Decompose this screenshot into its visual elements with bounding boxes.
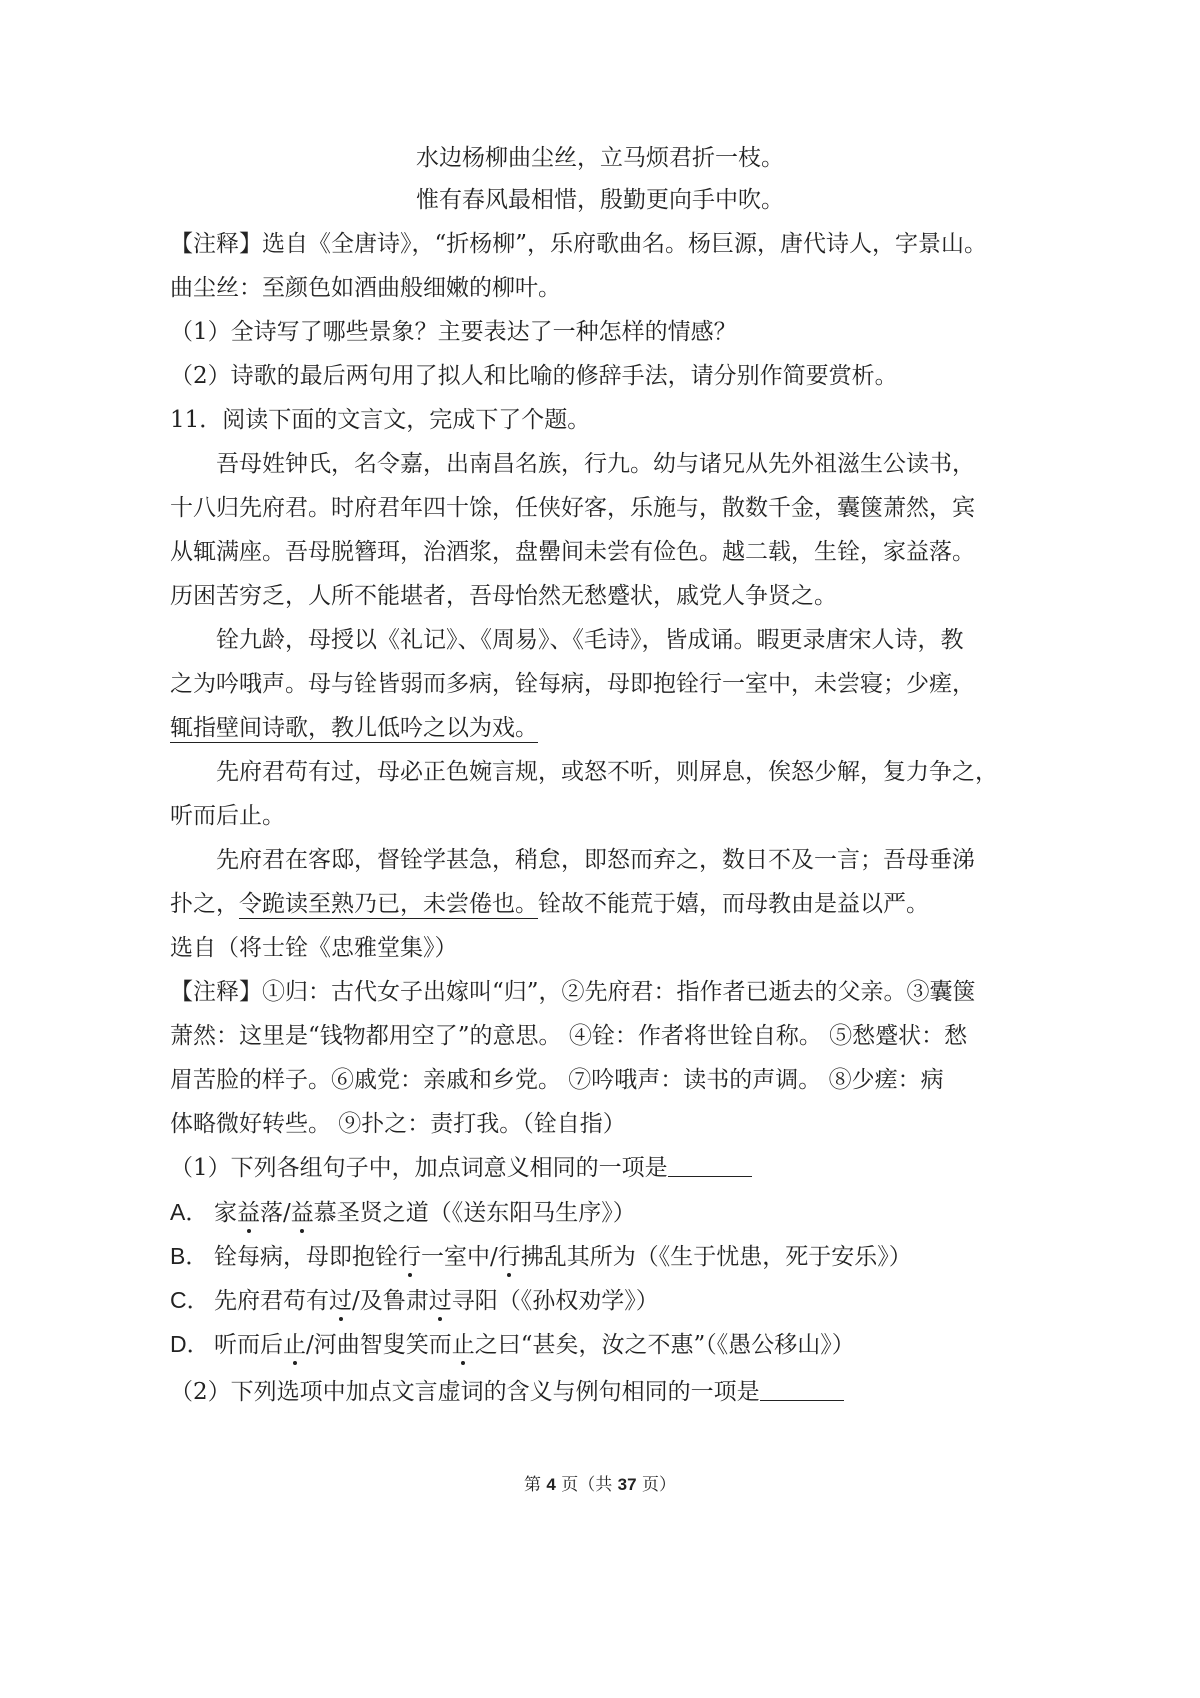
passage-p2-line-2: 之为吟哦声。母与铨皆弱而多病，铨每病，母即抱铨行一室中，未尝寝；少瘥， [170,671,975,697]
poem-note-line-1: 【注释】选自《全唐诗》，“折杨柳”，乐府歌曲名。杨巨源，唐代诗人，字景山。 [170,231,988,257]
option-d [170,1329,855,1360]
option-c-text-2: /及鲁肃 [352,1288,429,1314]
passage-p3-line-2: 听而后止。 [170,803,285,829]
option-d-text-3: 之曰“甚矣，汝之不惠”（《愚公移山》） [474,1332,855,1358]
option-d-dotted-word-2: 止 [451,1332,475,1358]
poem-question-2: （2）诗歌的最后两句用了拟人和比喻的修辞手法，请分别作简要赏析。 [170,363,898,389]
answer-blank-1[interactable] [668,1154,752,1177]
option-b [170,1241,912,1272]
option-d-text-2: /河曲智叟笑而 [306,1332,452,1358]
footer-mid: 页（共 [561,1475,613,1495]
question-2-stem [170,1377,844,1407]
footer-suffix: 页） [642,1475,676,1495]
option-a-text-1: 家 [214,1200,237,1226]
underlined-sentence-1: 辄指壁间诗歌，教儿低吟之以为戏。 [170,715,538,741]
option-d-dotted-word-1: 止 [283,1332,306,1358]
option-a-text-3: 慕圣贤之道（《送东阳马生序》） [313,1200,636,1226]
passage-p4-line-2 [170,889,929,919]
passage-p4-line-1: 先府君在客邸，督铨学甚急，稍怠，即怒而弃之，数日不及一言；吾母垂涕 [216,847,975,873]
passage-note-line-1: 【注释】①归：古代女子出嫁叫“归”，②先府君：指作者已逝去的父亲。③囊箧 [170,979,976,1005]
underlined-sentence-2: 令跪读至熟乃已，未尝倦也。 [239,891,538,917]
footer-page-number: 4 [546,1475,556,1494]
option-c-text-3: 寻阳（《孙权劝学》） [451,1288,659,1314]
answer-blank-2[interactable] [760,1378,844,1401]
option-b-dotted-word-1: 行 [398,1244,421,1270]
option-b-text-3: 拂乱其所为（《生于忧患，死于安乐》） [520,1244,912,1270]
option-a-dotted-word-2: 益 [290,1200,314,1226]
option-d-text-1: 听而后 [214,1332,283,1358]
passage-p1-line-3: 从辄满座。吾母脱簪珥，治酒浆，盘罍间未尝有俭色。越二载，生铨，家益落。 [170,539,975,565]
option-c-text-1: 先府君苟有 [214,1288,329,1314]
option-c-dotted-word-2: 过 [428,1288,452,1314]
page-footer [0,1470,1200,1500]
option-c-label: C． [170,1287,210,1313]
poem-line-2: 惟有春风最相惜，殷勤更向手中吹。 [416,187,784,213]
passage-note-line-4: 体略微好转些。 ⑨扑之：责打我。（铨自指） [170,1111,626,1137]
footer-total-pages: 37 [617,1475,637,1494]
question-2-stem-text: （2）下列选项中加点文言虚词的含义与例句相同的一项是 [170,1379,760,1405]
passage-p1-line-1: 吾母姓钟氏，名令嘉，出南昌名族，行九。幼与诸兄从先外祖滋生公读书， [216,451,975,477]
passage-p1-line-4: 历困苦穷乏，人所不能堪者，吾母怡然无愁蹙状，戚党人争贤之。 [170,583,837,609]
passage-p4-pre: 扑之， [170,891,239,917]
option-d-label: D． [170,1331,210,1357]
poem-line-1: 水边杨柳曲尘丝，立马烦君折一枝。 [416,145,784,171]
option-c [170,1285,659,1316]
option-a [170,1197,636,1228]
passage-p3-line-1: 先府君苟有过，母必正色婉言规，或怒不听，则屏息，俟怒少解，复力争之， [216,759,998,785]
passage-p4-post: 铨故不能荒于嬉，而母教由是益以严。 [538,891,929,917]
poem-note-line-2: 曲尘丝：至颜色如酒曲般细嫩的柳叶。 [170,275,561,301]
passage-p2-line-3 [170,713,538,743]
footer-prefix: 第 [523,1475,541,1495]
question-11-title: 11．阅读下面的文言文，完成下了个题。 [170,407,591,433]
option-a-label: A． [170,1199,209,1225]
option-c-dotted-word-1: 过 [329,1288,352,1314]
passage-source: 选自（将士铨《忠雅堂集》） [170,935,458,961]
passage-note-line-3: 眉苦脸的样子。⑥戚党：亲戚和乡党。 ⑦吟哦声：读书的声调。 ⑧少瘥：病 [170,1067,944,1093]
poem-question-1: （1）全诗写了哪些景象？主要表达了一种怎样的情感？ [170,319,737,345]
option-b-text-2: 一室中/ [421,1244,498,1270]
question-1-stem [170,1153,752,1183]
option-a-text-2: 落/ [260,1200,291,1226]
passage-note-line-2: 萧然：这里是“钱物都用空了”的意思。 ④铨：作者将世铨自称。 ⑤愁蹙状：愁 [170,1023,968,1049]
option-b-label: B． [170,1243,209,1269]
option-b-dotted-word-2: 行 [497,1244,521,1270]
passage-p2-line-1: 铨九龄，母授以《礼记》、《周易》、《毛诗》，皆成诵。暇更录唐宋人诗，教 [216,627,964,653]
question-1-stem-text: （1）下列各组句子中，加点词意义相同的一项是 [170,1155,668,1181]
passage-p1-line-2: 十八归先府君。时府君年四十馀，任侠好客，乐施与，散数千金，囊箧萧然，宾 [170,495,975,521]
option-b-text-1: 铨每病，母即抱铨 [214,1244,398,1270]
option-a-dotted-word-1: 益 [237,1200,260,1226]
